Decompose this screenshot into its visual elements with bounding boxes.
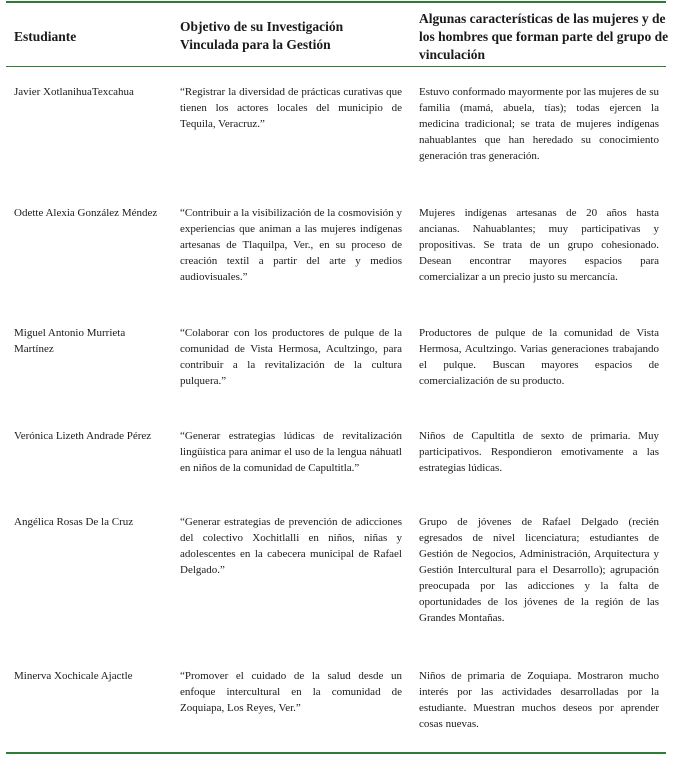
research-objective: “Contribuir a la visibilización de la cosmovisión y experiencias que animan a las mujeres indígenas artesanas de Tlaquilpa, Ver., en su proceso de creación textil a partir del arte y medios audiovisuales.” (180, 207, 402, 283)
table-bottom-rule (6, 752, 666, 754)
header-characteristics: Algunas características de las mujeres y de los hombres que forman parte del grupo de vinculación (419, 11, 669, 62)
header-student: Estudiante (14, 29, 77, 44)
table-header-rule (6, 66, 666, 67)
student-name: Javier XotlanihuaTexcahua (14, 86, 134, 98)
group-characteristics: Grupo de jóvenes de Rafael Delgado (recién egresados de nivel licenciatura; estudiantes de Gestión de Negocios, Administración, Arquitectura y Gestión Intercultural para el Desarrollo); agrupación preocupada por las adicciones y la falta de oportunidades de los jóvenes de la región de las Grandes Montañas. (419, 516, 659, 624)
group-characteristics: Niños de primaria de Zoquiapa. Mostraron mucho interés por las actividades desarrolladas por la estudiante. Muestran muchos deseos por aprender cosas nuevas. (419, 670, 659, 730)
header-objective: Objetivo de su Investigación Vinculada para la Gestión (180, 19, 344, 52)
research-objective: “Colaborar con los productores de pulque de la comunidad de Vista Hermosa, Acultzingo, para contribuir a la revitalización de la cultura pulquera.” (180, 327, 402, 387)
research-objective: “Generar estrategias de prevención de adicciones del colectivo Xochitlalli en niños, niñas y adolescentes en la cabecera municipal de Rafael Delgado.” (180, 516, 402, 576)
student-name: Angélica Rosas De la Cruz (14, 516, 134, 528)
student-name: Verónica Lizeth Andrade Pérez (14, 430, 152, 442)
student-name: Odette Alexia González Méndez (14, 207, 158, 219)
group-characteristics: Mujeres indígenas artesanas de 20 años hasta ancianas. Nahuablantes; muy participativas y propositivas. Se trata de un grupo cohesionado. Desean encontrar mayores espacios para comercializar a un precio justo su mercancía. (419, 207, 659, 283)
research-objective: “Promover el cuidado de la salud desde un enfoque intercultural en la comunidad de Zoquiapa, Los Reyes, Ver.” (180, 670, 402, 714)
table-top-rule (6, 1, 666, 3)
research-objective: “Generar estrategias lúdicas de revitalización lingüística para animar el uso de la lengua náhuatl en niños de la comunidad de Capultitla.” (180, 430, 402, 474)
group-characteristics: Productores de pulque de la comunidad de Vista Hermosa, Acultzingo. Varias generaciones trabajando el pulque. Buscan mayores espacios de comercialización de su producto. (419, 327, 659, 387)
research-objective: “Registrar la diversidad de prácticas curativas que tienen los actores locales del municipio de Tequila, Veracruz.” (180, 86, 402, 130)
group-characteristics: Estuvo conformado mayormente por las mujeres de su familia (mamá, abuela, tías); todas ejercen la medicina tradicional; se trata de mujeres indígenas nahuablantes que han heredado su conocimiento generación tras generación. (419, 86, 659, 162)
group-characteristics: Niños de Capultitla de sexto de primaria. Muy participativos. Respondieron emotivamente a las estrategias lúdicas. (419, 430, 659, 474)
student-name: Miguel Antonio Murrieta Martínez (14, 327, 126, 355)
student-name: Minerva Xochicale Ajactle (14, 670, 133, 682)
